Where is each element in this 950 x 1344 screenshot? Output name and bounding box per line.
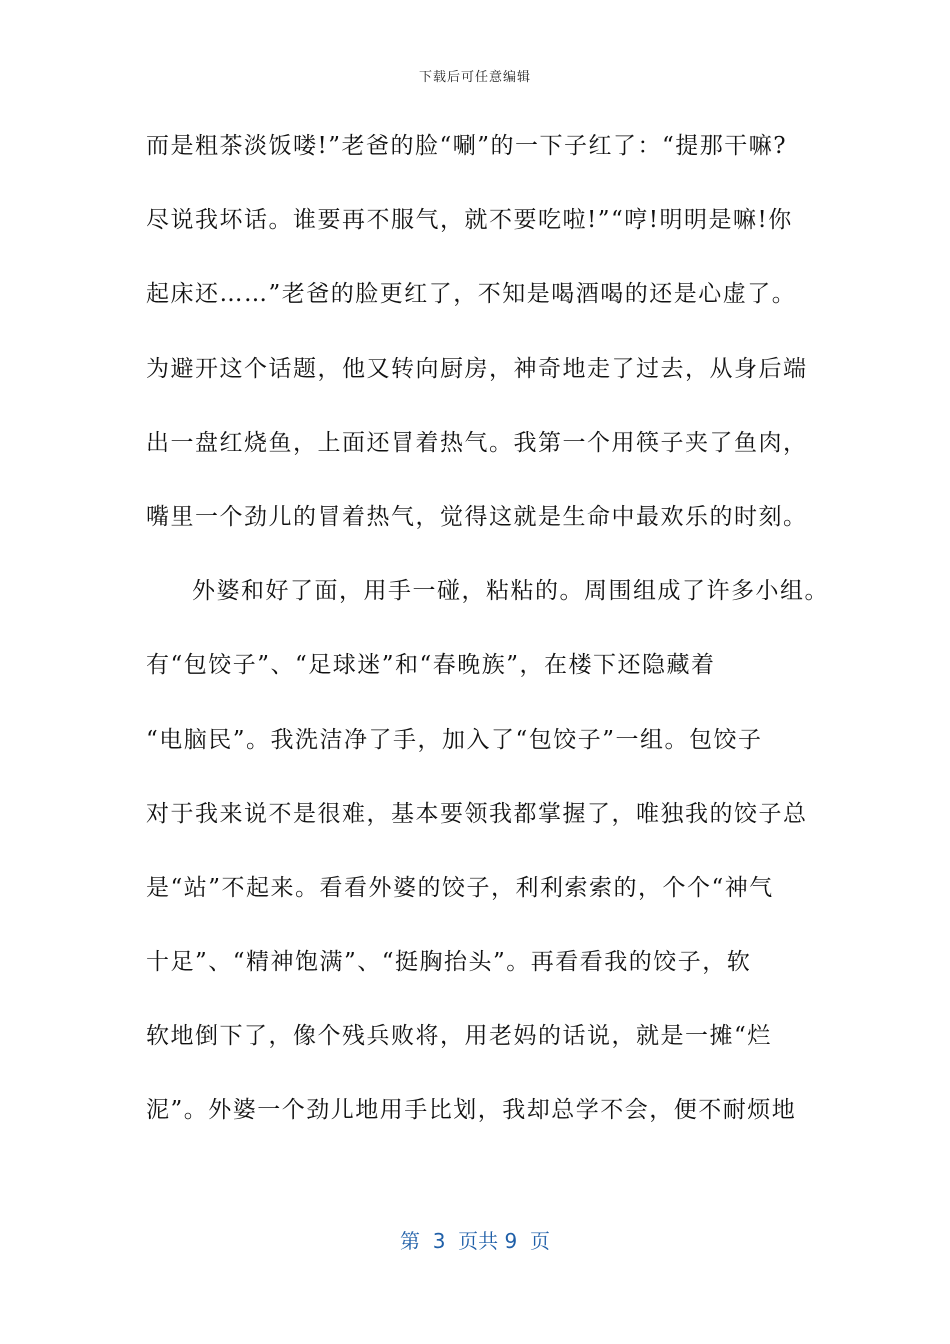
text-line: 而是粗茶淡饭喽!”老爸的脸“唰”的一下子红了：“提那干嘛? bbox=[146, 133, 788, 159]
text-line: 有“包饺子”、“足球迷”和“春晚族”，在楼下还隐藏着 bbox=[146, 652, 716, 679]
page-number: 第 3 页共 9 页 bbox=[400, 1229, 550, 1253]
text-line: 嘴里一个劲儿的冒着热气，觉得这就是生命中最欢乐的时刻。 bbox=[146, 503, 808, 530]
text-line: 对于我来说不是很难，基本要领我都掌握了，唯独我的饺子总 bbox=[146, 800, 808, 827]
body-text bbox=[146, 120, 829, 1159]
text-line: 泥”。外婆一个劲儿地用手比划，我却总学不会，便不耐烦地 bbox=[146, 1097, 797, 1124]
text-line: 为避开这个话题，他又转向厨房，神奇地走了过去，从身后端 bbox=[146, 355, 808, 382]
text-line: 十足”、“精神饱满”、“挺胸抬头”。再看看我的饺子，软 bbox=[146, 949, 752, 976]
text-line: 是“站”不起来。看看外婆的饺子，利利索索的，个个“神气 bbox=[146, 874, 774, 901]
text-line: 尽说我坏话。谁要再不服气，就不要吃啦!”“哼!明明是嘛!你 bbox=[146, 207, 793, 234]
text-line: 出一盘红烧鱼，上面还冒着热气。我第一个用筷子夹了鱼肉， bbox=[146, 429, 808, 456]
text-line: 软地倒下了，像个残兵败将，用老妈的话说，就是一摊“烂 bbox=[146, 1023, 772, 1050]
header-note: 下载后可任意编辑 bbox=[418, 70, 531, 85]
text-line: “电脑民”。我洗洁净了手，加入了“包饺子”一组。包饺子 bbox=[146, 726, 763, 753]
text-line: 起床还……”老爸的脸更红了，不知是喝酒喝的还是心虚了。 bbox=[146, 281, 797, 308]
paragraph-start-line: 外婆和好了面，用手一碰，粘粘的。周围组成了许多小组。 bbox=[192, 578, 829, 605]
